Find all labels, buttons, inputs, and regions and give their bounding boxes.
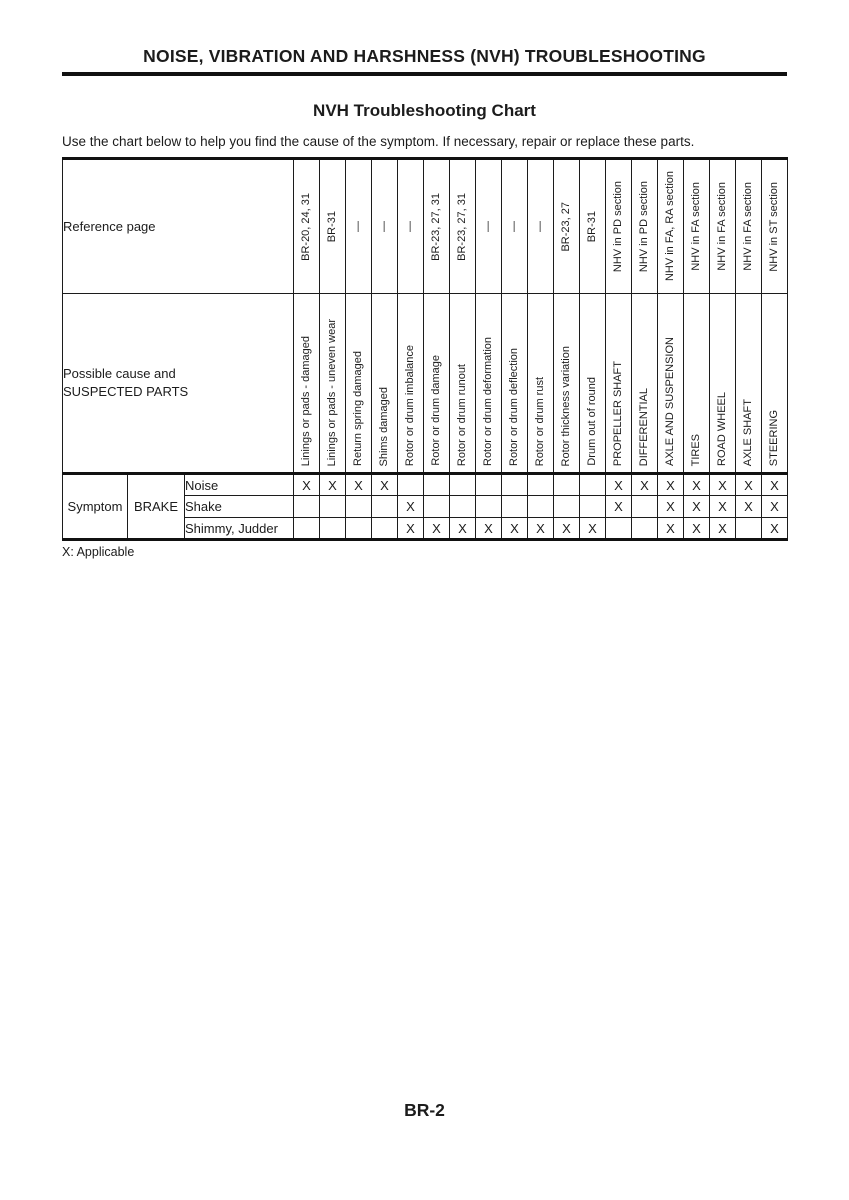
cause-cell bbox=[450, 294, 476, 474]
reference-cell bbox=[294, 159, 320, 294]
nvh-troubleshooting-table bbox=[62, 157, 788, 541]
cause-cell-wrap bbox=[736, 295, 761, 471]
applicable-mark-cell: X bbox=[658, 518, 684, 540]
cause-cell bbox=[606, 294, 632, 474]
symptom-group-label: BRAKE bbox=[128, 474, 185, 540]
reference-page-value: NHV in FA section bbox=[690, 182, 702, 271]
reference-page-value: NHV in PD section bbox=[612, 180, 624, 273]
cause-cell bbox=[346, 294, 372, 474]
reference-page-value: NHV in FA section bbox=[716, 182, 728, 271]
reference-cell bbox=[606, 159, 632, 294]
applicable-mark-cell: X bbox=[476, 518, 502, 540]
empty-mark-cell bbox=[294, 496, 320, 518]
suspected-part-label: Rotor or drum damage bbox=[430, 355, 442, 466]
reference-row bbox=[63, 159, 788, 294]
reference-page-value: BR-23, 27 bbox=[560, 201, 572, 252]
cause-cell-wrap bbox=[450, 295, 475, 471]
cause-cell-wrap bbox=[684, 295, 709, 471]
reference-cell bbox=[632, 159, 658, 294]
reference-cell bbox=[554, 159, 580, 294]
empty-mark-cell bbox=[346, 518, 372, 540]
reference-cell-wrap bbox=[554, 161, 579, 292]
empty-mark-cell bbox=[606, 518, 632, 540]
applicable-mark-cell: X bbox=[346, 474, 372, 496]
cause-cell bbox=[372, 294, 398, 474]
reference-cell bbox=[710, 159, 736, 294]
applicable-mark-cell: X bbox=[684, 496, 710, 518]
chart-title: NVH Troubleshooting Chart bbox=[313, 101, 536, 120]
empty-mark-cell bbox=[450, 496, 476, 518]
applicable-mark-cell: X bbox=[762, 518, 788, 540]
empty-mark-cell bbox=[424, 474, 450, 496]
reference-cell bbox=[736, 159, 762, 294]
suspected-part-label: Rotor or drum deflection bbox=[508, 348, 520, 466]
cause-cell bbox=[320, 294, 346, 474]
empty-mark-cell bbox=[736, 518, 762, 540]
symptom-row-0 bbox=[63, 474, 788, 496]
suspected-part-label: Linings or pads - damaged bbox=[300, 335, 312, 466]
reference-page-value: — bbox=[378, 221, 390, 232]
reference-cell-wrap bbox=[320, 161, 345, 292]
symptom-name-shimmy-judder: Shimmy, Judder bbox=[185, 518, 294, 540]
reference-page-value: NHV in FA section bbox=[742, 182, 754, 271]
reference-page-value: — bbox=[404, 221, 416, 232]
empty-mark-cell bbox=[554, 474, 580, 496]
cause-cell-wrap bbox=[632, 295, 657, 471]
cause-cell-wrap bbox=[294, 295, 319, 471]
empty-mark-cell bbox=[320, 496, 346, 518]
cause-cell bbox=[580, 294, 606, 474]
cause-cell-wrap bbox=[476, 295, 501, 471]
cause-label bbox=[63, 294, 294, 474]
cause-cell bbox=[736, 294, 762, 474]
cause-cell bbox=[502, 294, 528, 474]
cause-cell-wrap bbox=[320, 295, 345, 471]
applicable-mark-cell: X bbox=[606, 474, 632, 496]
reference-page-value: — bbox=[352, 221, 364, 232]
empty-mark-cell bbox=[632, 518, 658, 540]
reference-cell-wrap bbox=[658, 161, 683, 292]
cause-cell-wrap bbox=[528, 295, 553, 471]
reference-cell-wrap bbox=[762, 161, 787, 292]
empty-mark-cell bbox=[476, 496, 502, 518]
empty-mark-cell bbox=[398, 474, 424, 496]
suspected-part-label: Rotor or drum imbalance bbox=[404, 344, 416, 466]
reference-cell-wrap bbox=[684, 161, 709, 292]
empty-mark-cell bbox=[450, 474, 476, 496]
cause-cell-wrap bbox=[424, 295, 449, 471]
applicable-mark-cell: X bbox=[736, 474, 762, 496]
reference-page-value: BR-23, 27, 31 bbox=[430, 192, 442, 261]
cause-cell bbox=[632, 294, 658, 474]
empty-mark-cell bbox=[502, 474, 528, 496]
symptom-name-noise: Noise bbox=[185, 474, 294, 496]
empty-mark-cell bbox=[476, 474, 502, 496]
applicable-mark-cell: X bbox=[372, 474, 398, 496]
cause-cell bbox=[528, 294, 554, 474]
cause-cell-wrap bbox=[346, 295, 371, 471]
cause-cell bbox=[476, 294, 502, 474]
suspected-part-label: TIRES bbox=[690, 433, 702, 466]
title-rule bbox=[62, 72, 787, 76]
applicable-mark-cell: X bbox=[398, 518, 424, 540]
reference-cell-wrap bbox=[710, 161, 735, 292]
cause-cell bbox=[398, 294, 424, 474]
page-number: BR-2 bbox=[404, 1100, 445, 1120]
reference-page-value: NHV in PD section bbox=[638, 180, 650, 273]
reference-cell bbox=[658, 159, 684, 294]
suspected-part-label: ROAD WHEEL bbox=[716, 392, 728, 466]
empty-mark-cell bbox=[528, 496, 554, 518]
suspected-part-label: AXLE SHAFT bbox=[742, 398, 754, 466]
reference-cell-wrap bbox=[372, 161, 397, 292]
applicable-mark-cell: X bbox=[736, 496, 762, 518]
cause-cell-wrap bbox=[372, 295, 397, 471]
applicable-mark-cell: X bbox=[398, 496, 424, 518]
suspected-part-label: Drum out of round bbox=[586, 377, 598, 466]
cause-label-line1: Possible cause and bbox=[63, 366, 176, 382]
suspected-part-label: Linings or pads - uneven wear bbox=[326, 318, 338, 466]
cause-cell bbox=[294, 294, 320, 474]
applicable-mark-cell: X bbox=[580, 518, 606, 540]
reference-cell-wrap bbox=[528, 161, 553, 292]
reference-cell-wrap bbox=[294, 161, 319, 292]
reference-page-value: — bbox=[482, 221, 494, 232]
empty-mark-cell bbox=[632, 496, 658, 518]
applicable-mark-cell: X bbox=[762, 496, 788, 518]
reference-cell-wrap bbox=[736, 161, 761, 292]
applicable-mark-cell: X bbox=[320, 474, 346, 496]
reference-page-value: BR-31 bbox=[326, 210, 338, 243]
reference-page-value: NHV in FA, RA section bbox=[664, 171, 676, 282]
empty-mark-cell bbox=[554, 496, 580, 518]
suspected-part-label: Return spring damaged bbox=[352, 351, 364, 466]
suspected-part-label: AXLE AND SUSPENSION bbox=[664, 337, 676, 466]
applicable-mark-cell: X bbox=[684, 474, 710, 496]
reference-cell-wrap bbox=[398, 161, 423, 292]
empty-mark-cell bbox=[502, 496, 528, 518]
page-title: NOISE, VIBRATION AND HARSHNESS (NVH) TROUBLESHOOTING bbox=[143, 46, 706, 66]
reference-cell bbox=[398, 159, 424, 294]
reference-cell bbox=[528, 159, 554, 294]
applicable-mark-cell: X bbox=[710, 518, 736, 540]
suspected-part-label: Rotor or drum runout bbox=[456, 363, 468, 466]
suspected-part-label: DIFFERENTIAL bbox=[638, 387, 650, 466]
reference-page-value: — bbox=[534, 221, 546, 232]
empty-mark-cell bbox=[320, 518, 346, 540]
empty-mark-cell bbox=[580, 496, 606, 518]
reference-cell-wrap bbox=[450, 161, 475, 292]
reference-cell-wrap bbox=[580, 161, 605, 292]
cause-cell-wrap bbox=[658, 295, 683, 471]
empty-mark-cell bbox=[528, 474, 554, 496]
reference-cell bbox=[450, 159, 476, 294]
suspected-part-label: Rotor or drum rust bbox=[534, 376, 546, 466]
reference-page-value: BR-20, 24, 31 bbox=[300, 192, 312, 261]
cause-cell-wrap bbox=[606, 295, 631, 471]
reference-cell bbox=[476, 159, 502, 294]
applicable-mark-cell: X bbox=[710, 496, 736, 518]
applicable-note: X: Applicable bbox=[62, 545, 135, 559]
reference-cell bbox=[372, 159, 398, 294]
applicable-mark-cell: X bbox=[294, 474, 320, 496]
suspected-part-label: STEERING bbox=[768, 409, 780, 466]
cause-cell bbox=[424, 294, 450, 474]
page-content bbox=[62, 0, 787, 559]
reference-cell-wrap bbox=[606, 161, 631, 292]
cause-cell bbox=[658, 294, 684, 474]
empty-mark-cell bbox=[346, 496, 372, 518]
cause-cell-wrap bbox=[710, 295, 735, 471]
cause-cell-wrap bbox=[398, 295, 423, 471]
applicable-mark-cell: X bbox=[424, 518, 450, 540]
reference-page-value: — bbox=[508, 221, 520, 232]
applicable-mark-cell: X bbox=[684, 518, 710, 540]
applicable-mark-cell: X bbox=[658, 496, 684, 518]
reference-page-value: NHV in ST section bbox=[768, 181, 780, 272]
reference-cell bbox=[320, 159, 346, 294]
suspected-part-label: Shims damaged bbox=[378, 386, 390, 466]
cause-cell-wrap bbox=[554, 295, 579, 471]
symptom-label: Symptom bbox=[63, 474, 128, 540]
cause-cell bbox=[554, 294, 580, 474]
cause-cell bbox=[762, 294, 788, 474]
reference-cell-wrap bbox=[502, 161, 527, 292]
reference-page-value: BR-23, 27, 31 bbox=[456, 192, 468, 261]
empty-mark-cell bbox=[372, 496, 398, 518]
symptom-name-shake: Shake bbox=[185, 496, 294, 518]
applicable-mark-cell: X bbox=[658, 474, 684, 496]
cause-cell bbox=[710, 294, 736, 474]
empty-mark-cell bbox=[424, 496, 450, 518]
empty-mark-cell bbox=[294, 518, 320, 540]
reference-cell-wrap bbox=[476, 161, 501, 292]
suspected-part-label: Rotor thickness variation bbox=[560, 345, 572, 466]
applicable-mark-cell: X bbox=[710, 474, 736, 496]
cause-cell-wrap bbox=[502, 295, 527, 471]
intro-text: Use the chart below to help you find the cause of the symptom. If necessary, repair or replace these parts. bbox=[62, 134, 695, 149]
reference-cell bbox=[346, 159, 372, 294]
cause-row bbox=[63, 294, 788, 474]
suspected-part-label: PROPELLER SHAFT bbox=[612, 360, 624, 466]
cause-cell-wrap bbox=[580, 295, 605, 471]
empty-mark-cell bbox=[372, 518, 398, 540]
applicable-mark-cell: X bbox=[450, 518, 476, 540]
cause-label-line2: SUSPECTED PARTS bbox=[63, 384, 189, 399]
reference-page-label: Reference page bbox=[63, 159, 294, 294]
suspected-part-label: Rotor or drum deformation bbox=[482, 337, 494, 466]
reference-page-value: BR-31 bbox=[586, 210, 598, 243]
applicable-mark-cell: X bbox=[762, 474, 788, 496]
empty-mark-cell bbox=[580, 474, 606, 496]
reference-cell bbox=[762, 159, 788, 294]
reference-cell bbox=[684, 159, 710, 294]
applicable-mark-cell: X bbox=[606, 496, 632, 518]
reference-cell bbox=[580, 159, 606, 294]
applicable-mark-cell: X bbox=[502, 518, 528, 540]
reference-cell-wrap bbox=[346, 161, 371, 292]
applicable-mark-cell: X bbox=[528, 518, 554, 540]
applicable-mark-cell: X bbox=[632, 474, 658, 496]
reference-cell bbox=[502, 159, 528, 294]
reference-cell bbox=[424, 159, 450, 294]
reference-cell-wrap bbox=[424, 161, 449, 292]
cause-cell-wrap bbox=[762, 295, 787, 471]
reference-cell-wrap bbox=[632, 161, 657, 292]
applicable-mark-cell: X bbox=[554, 518, 580, 540]
cause-cell bbox=[684, 294, 710, 474]
